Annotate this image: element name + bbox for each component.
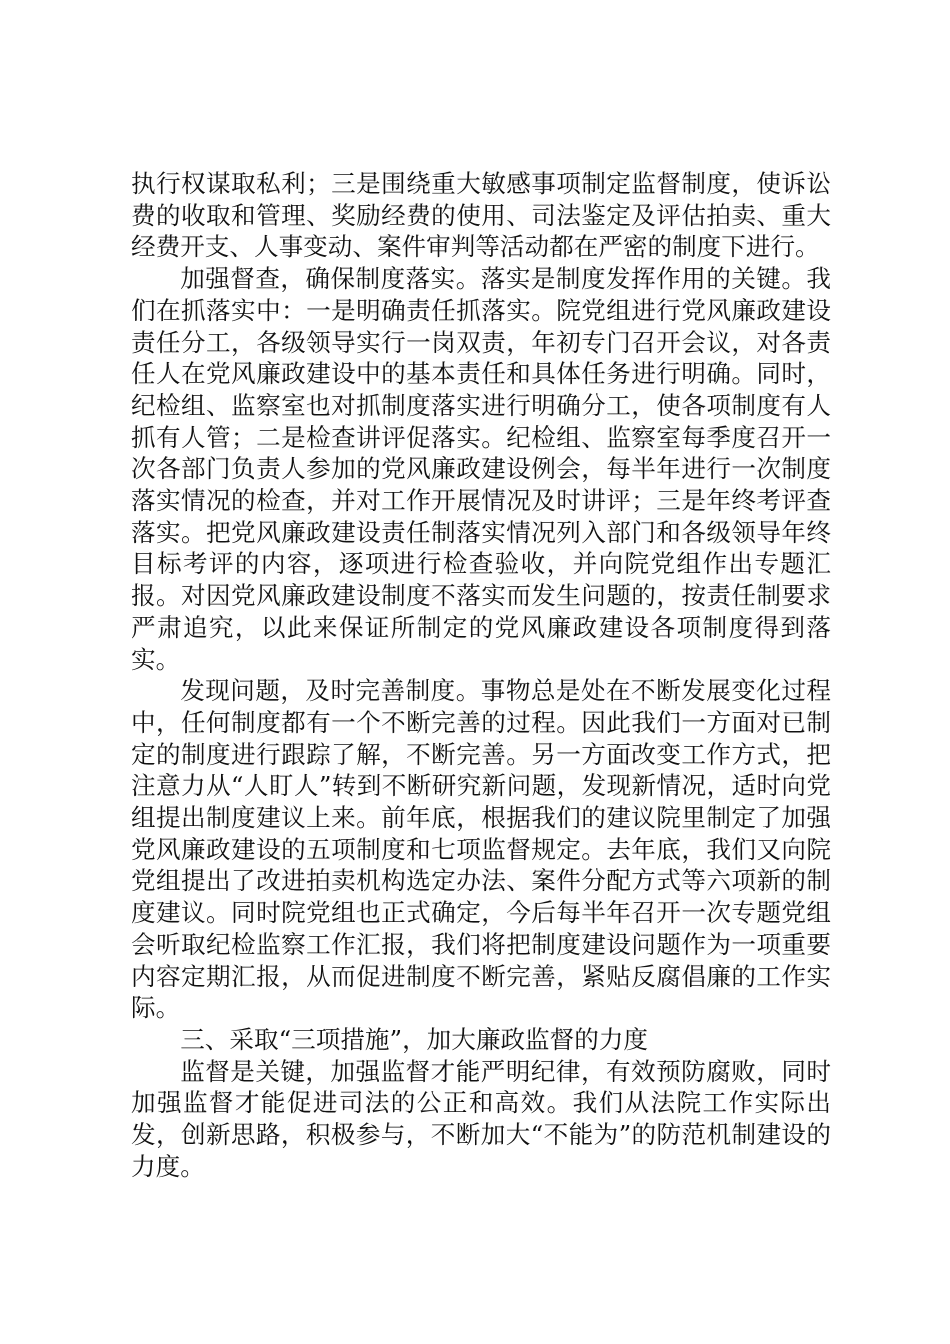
paragraph-improve-system: 发现问题，及时完善制度。事物总是处在不断发展变化过程中，任何制度都有一个不断完善的过程。因此我们一方面对已制定的制度进行跟踪了解，不断完善。另一方面改变工作方式，把注意力从“人盯人”转到不断研究新问题，发现新情况，适时向党组提出制度建议上来。前年底，根据我们的建议院里制定了加强党风廉政建设的五项制度和七项监督规定。去年底，我们又向院党组提出了改进拍卖机构选定办法、案件分配方式等六项新的制度建议。同时院党组也正式确定，今后每半年召开一次专题党组会听取纪检监察工作汇报，我们将把制度建设问题作为一项重要内容定期汇报，从而促进制度不断完善，紧贴反腐倡廉的工作实际。: [131, 676, 831, 1023]
paragraph-supervision: 加强督查，确保制度落实。落实是制度发挥作用的关键。我们在抓落实中：一是明确责任抓落实。院党组进行党风廉政建设责任分工，各级领导实行一岗双责，年初专门召开会议，对各责任人在党风廉政建设中的基本责任和具体任务进行明确。同时，纪检组、监察室也对抓制度落实进行明确分工，使各项制度有人抓有人管；二是检查讲评促落实。纪检组、监察室每季度召开一次各部门负责人参加的党风廉政建设例会，每半年进行一次制度落实情况的检查，并对工作开展情况及时讲评；三是年终考评查落实。把党风廉政建设责任制落实情况列入部门和各级领导年终目标考评的内容，逐项进行检查验收，并向院党组作出专题汇报。对因党风廉政建设制度不落实而发生问题的，按责任制要求严肃追究，以此来保证所制定的党风廉政建设各项制度得到落实。: [131, 264, 831, 674]
paragraph-continuation: 执行权谋取私利；三是围绕重大敏感事项制定监督制度，使诉讼费的收取和管理、奖励经费的使用、司法鉴定及评估拍卖、重大经费开支、人事变动、案件审判等活动都在严密的制度下进行。: [131, 169, 831, 262]
document-body: [131, 168, 831, 1183]
section-heading: 三、采取“三项措施”，加大廉政监督的力度: [180, 1024, 649, 1054]
paragraph-monitoring: 监督是关键，加强监督才能严明纪律，有效预防腐败，同时加强监督才能促进司法的公正和高效。我们从法院工作实际出发，创新思路，积极参与，不断加大“不能为”的防范机制建设的力度。: [131, 1056, 831, 1181]
